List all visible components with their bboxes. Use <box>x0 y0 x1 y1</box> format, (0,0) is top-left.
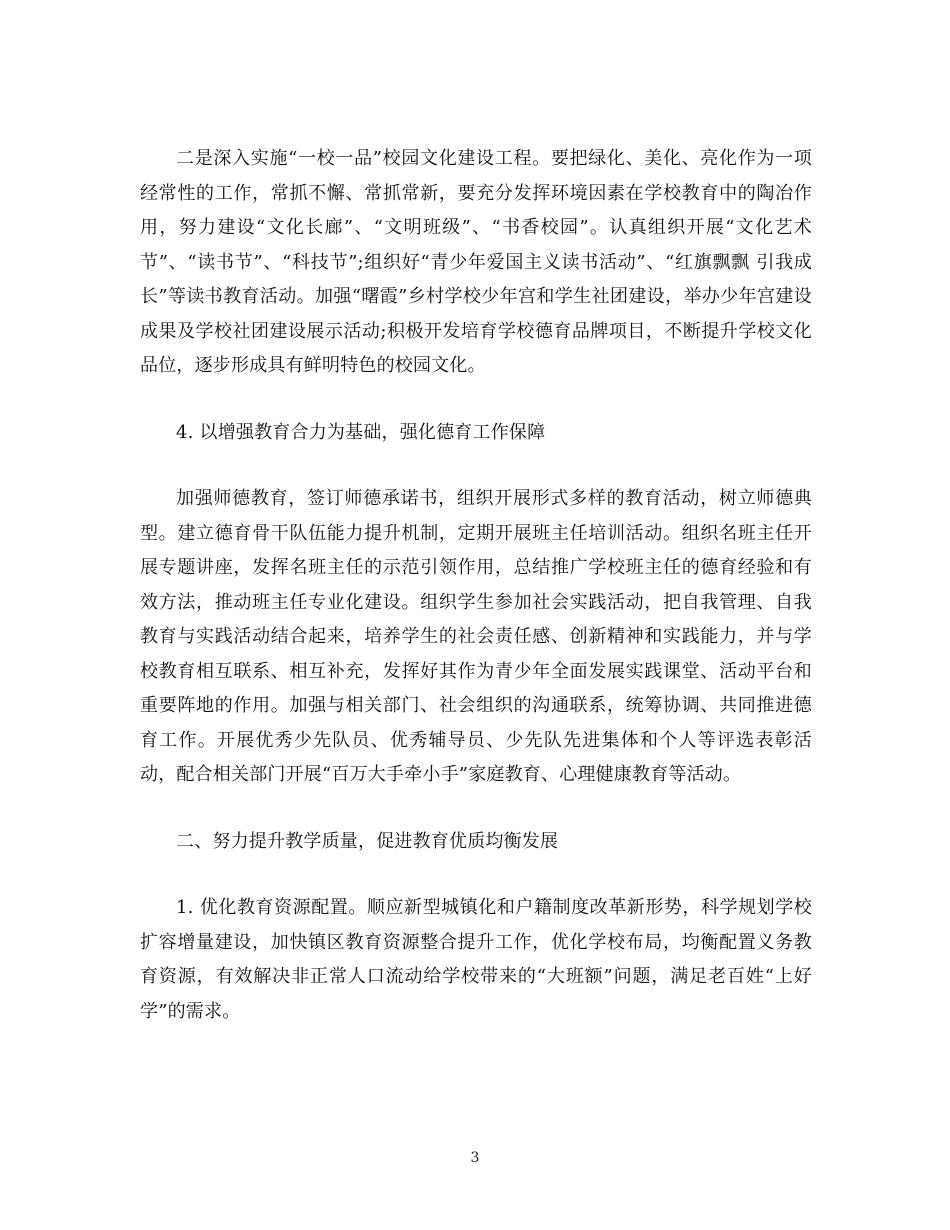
paragraph-gap <box>140 793 812 825</box>
paragraph-teacher-ethics: 加强师德教育，签订师德承诺书，组织开展形式多样的教育活动，树立师德典型。建立德育骨干队伍能力提升机制，定期开展班主任培训活动。组织名班主任开展专题讲座，发挥名班主任的示范引领作用，总结推广学校班主任的德育经验和有效方法，推动班主任专业化建设。组织学生参加社会实践活动，把自我管理、自我教育与实践活动结合起来，培养学生的社会责任感、创新精神和实践能力，并与学校教育相互联系、相互补充，发挥好其作为青少年全面发展实践课堂、活动平台和重要阵地的作用。加强与相关部门、社会组织的沟通联系，统筹协调、共同推进德育工作。开展优秀少先队员、优秀辅导员、少先队先进集体和个人等评选表彰活动，配合相关部门开展“百万大手牵小手”家庭教育、心理健康教育等活动。 <box>140 488 812 785</box>
section-heading-2: 二、努力提升教学质量，促进教育优质均衡发展 <box>176 830 559 852</box>
page-content <box>140 142 812 1029</box>
page-number: 3 <box>470 1150 480 1166</box>
section-heading-4: 4. 以增强教育合力为基础，强化德育工作保障 <box>176 421 546 443</box>
paragraph-gap <box>140 384 812 416</box>
paragraph-gap <box>140 450 812 482</box>
paragraph-gap <box>140 859 812 891</box>
paragraph-campus-culture: 二是深入实施“一校一品”校园文化建设工程。要把绿化、美化、亮化作为一项经常性的工作，常抓不懈、常抓常新，要充分发挥环境因素在学校教育中的陶冶作用，努力建设“文化长廊”、“文明班级”、“书香校园”。认真组织开展“文化艺术节”、“读书节”、“科技节”;组织好“青少年爱国主义读书活动”、“红旗飘飘 引我成长”等读书教育活动。加强“曙霞”乡村学校少年宫和学生社团建设，举办少年宫建设成果及学校社团建设展示活动;积极开发培育学校德育品牌项目，不断提升学校文化品位，逐步形成具有鲜明特色的校园文化。 <box>140 148 812 376</box>
paragraph-resource-allocation: 1. 优化教育资源配置。顺应新型城镇化和户籍制度改革新形势，科学规划学校扩容增量建设，加快镇区教育资源整合提升工作，优化学校布局，均衡配置义务教育资源，有效解决非正常人口流动给学校带来的“大班额”问题，满足老百姓“上好学”的需求。 <box>140 897 812 1022</box>
